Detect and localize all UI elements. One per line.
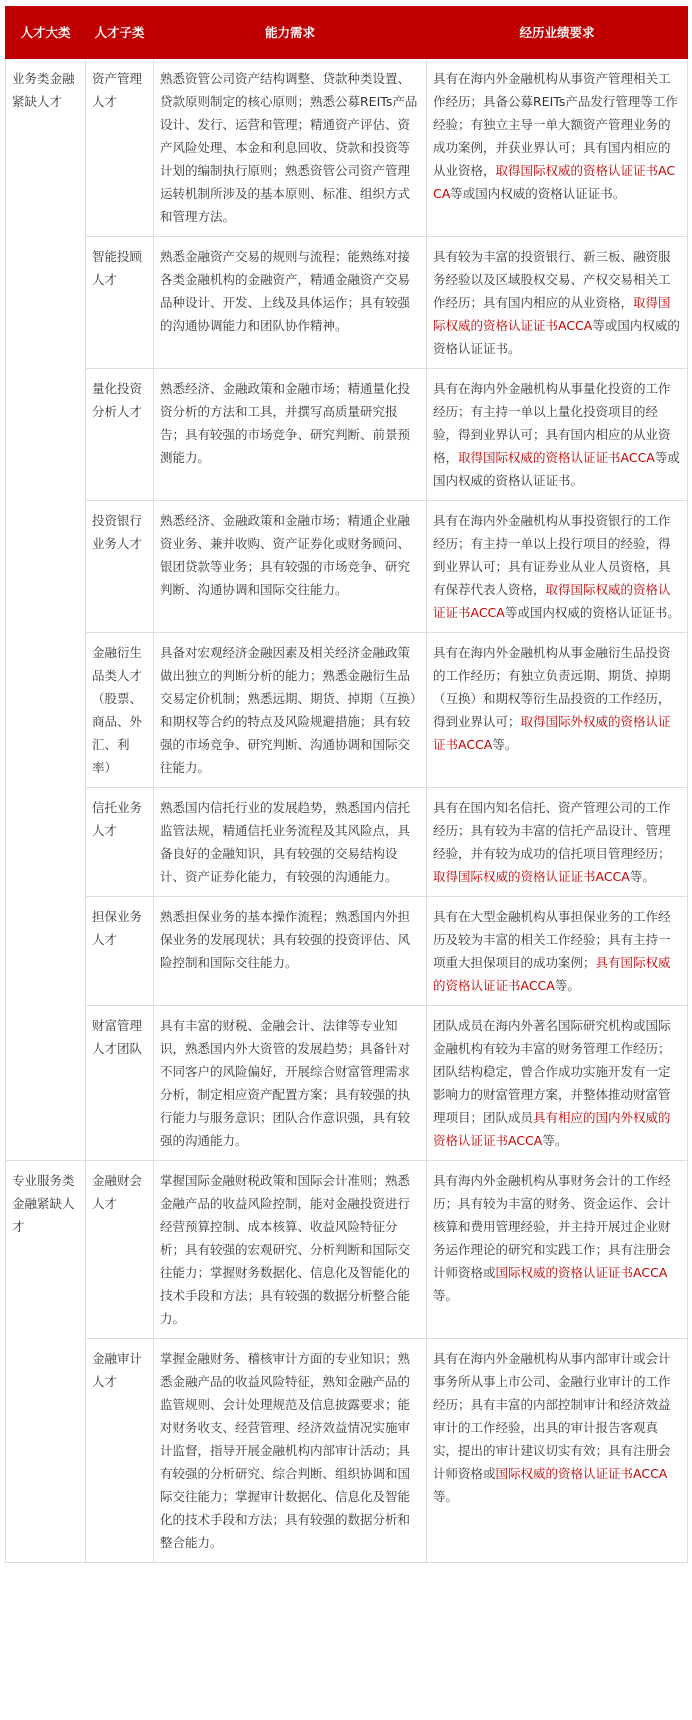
header-ability: 能力需求 bbox=[154, 7, 427, 59]
experience-cell bbox=[427, 1161, 688, 1339]
experience-cell bbox=[427, 897, 688, 1006]
experience-text-tail: 等。 bbox=[433, 1288, 459, 1303]
subcategory-cell: 量化投资分析人才 bbox=[86, 369, 154, 501]
table-body bbox=[6, 59, 688, 1563]
experience-text-tail: 等。 bbox=[554, 978, 580, 993]
experience-text: 团队成员在海内外著名国际研究机构或国际金融机构有较为丰富的财务管理工作经历；团队结构稳定，曾合作成功实施开发有一定影响力的财富管理方案，并整体推动财富管理项目；团队成员 bbox=[433, 1018, 671, 1125]
talent-requirements-table bbox=[5, 6, 688, 1563]
certification-highlight: 取得国际权威的资格认证证书ACCA bbox=[433, 295, 671, 333]
subcategory-cell: 财富管理人才团队 bbox=[86, 1006, 154, 1161]
subcategory-cell: 资产管理人才 bbox=[86, 59, 154, 237]
experience-text: 具有在海内外金融机构从事资产管理相关工作经历；具备公募REITs产品发行管理等工作经验；有独立主导一单大额资产管理业务的成功案例，并获业界认可；具有国内相应的从业资格， bbox=[433, 71, 678, 178]
table-header-row bbox=[6, 7, 688, 59]
experience-text-tail: 等或国内权威的资格认证证书。 bbox=[450, 186, 626, 201]
ability-cell: 熟悉担保业务的基本操作流程；熟悉国内外担保业务的发展现状；具有较强的投资评估、风险控制和国际交往能力。 bbox=[154, 897, 427, 1006]
experience-cell bbox=[427, 369, 688, 501]
ability-cell: 熟悉资管公司资产结构调整、贷款种类设置、贷款原则制定的核心原则；熟悉公募REITs产品设计、发行、运营和管理；精通资产评估、资产风险处理、本金和利息回收、贷款和投资等计划的编制执行原则；熟悉资管公司资产管理运转机制所涉及的基本原则、标准、组织方式和管理方法。 bbox=[154, 59, 427, 237]
table-row bbox=[6, 1339, 688, 1563]
subcategory-cell: 金融财会人才 bbox=[86, 1161, 154, 1339]
subcategory-cell: 担保业务人才 bbox=[86, 897, 154, 1006]
experience-cell bbox=[427, 1006, 688, 1161]
table-row bbox=[6, 788, 688, 897]
category-cell: 专业服务类金融紧缺人才 bbox=[6, 1161, 86, 1563]
certification-highlight: 国际权威的资格认证证书ACCA bbox=[495, 1466, 668, 1481]
ability-cell: 熟悉国内信托行业的发展趋势，熟悉国内信托监管法规，精通信托业务流程及其风险点，具备良好的金融知识，具有较强的交易结构设计、资产证券化能力，有较强的沟通能力。 bbox=[154, 788, 427, 897]
experience-text-tail: 等。 bbox=[492, 737, 518, 752]
header-subcategory: 人才子类 bbox=[86, 7, 154, 59]
experience-cell bbox=[427, 59, 688, 237]
experience-cell bbox=[427, 1339, 688, 1563]
certification-highlight: 取得国际外权威的资格认证证书ACCA bbox=[433, 714, 671, 752]
ability-cell: 具有丰富的财税、金融会计、法律等专业知识，熟悉国内外大资管的发展趋势；具备针对不同客户的风险偏好，开展综合财富管理需求分析，制定相应资产配置方案；具有较强的执行能力与服务意识；团队合作意识强，具有较强的沟通能力。 bbox=[154, 1006, 427, 1161]
experience-text-tail: 等。 bbox=[433, 1489, 459, 1504]
experience-cell bbox=[427, 788, 688, 897]
ability-cell: 具备对宏观经济金融因素及相关经济金融政策做出独立的判断分析的能力；熟悉金融衍生品交易定价机制；熟悉远期、期货、掉期（互换）和期权等合约的特点及风险规避措施；具有较强的市场竞争、研究判断、沟通协调和国际交往能力。 bbox=[154, 633, 427, 788]
certification-highlight: 取得国际权威的资格认证证书ACCA bbox=[433, 869, 630, 884]
table-row bbox=[6, 1006, 688, 1161]
experience-text-tail: 等或国内权威的资格认证证书。 bbox=[433, 450, 680, 488]
experience-text: 具有在海内外金融机构从事内部审计或会计事务所从事上市公司、金融行业审计的工作经历；具有丰富的内部控制审计和经济效益审计的工作经验，出具的审计报告客观真实，提出的审计建议切实有效；具有注册会计师资格或 bbox=[433, 1351, 671, 1481]
table-row bbox=[6, 1161, 688, 1339]
certification-highlight: 取得国际权威的资格认证证书ACCA bbox=[433, 582, 671, 620]
header-category: 人才大类 bbox=[6, 7, 86, 59]
certification-highlight: 取得国际权威的资格认证证书ACCA bbox=[433, 163, 676, 201]
experience-text-tail: 等或国内权威的资格认证证书。 bbox=[433, 318, 680, 356]
certification-highlight: 具有国际权威的资格认证证书ACCA bbox=[433, 955, 671, 993]
ability-cell: 掌握国际金融财税政策和国际会计准则；熟悉金融产品的收益风险控制，能对金融投资进行经营预算控制、成本核算、收益风险特征分析；具有较强的宏观研究、分析判断和国际交往能力；掌握财务数据化、信息化及智能化的技术手段和方法；具有较强的数据分析整合能力。 bbox=[154, 1161, 427, 1339]
subcategory-cell: 金融审计人才 bbox=[86, 1339, 154, 1563]
subcategory-cell: 智能投顾人才 bbox=[86, 237, 154, 369]
experience-text: 具有在海内外金融机构从事量化投资的工作经历；有主持一单以上量化投资项目的经验，得到业界认可；具有国内相应的从业资格， bbox=[433, 381, 671, 465]
ability-cell: 熟悉金融资产交易的规则与流程；能熟练对接各类金融机构的金融资产，精通金融资产交易品种设计、开发、上线及具体运作；具有较强的沟通协调能力和团队协作精神。 bbox=[154, 237, 427, 369]
ability-cell: 掌握金融财务、稽核审计方面的专业知识；熟悉金融产品的收益风险特征，熟知金融产品的监管规则、会计处理规范及信息披露要求；能对财务收支、经营管理、经济效益情况实施审计监督，指导开展金融机构内部审计活动；具有较强的分析研究、综合判断、组织协调和国际交往能力；掌握审计数据化、信息化及智能化的技术手段和方法；具有较强的数据分析和整合能力。 bbox=[154, 1339, 427, 1563]
table-row bbox=[6, 237, 688, 369]
experience-text: 具有在国内知名信托、资产管理公司的工作经历；具有较为丰富的信托产品设计、管理经验，并有较为成功的信托项目管理经历； bbox=[433, 800, 671, 861]
experience-cell bbox=[427, 633, 688, 788]
ability-cell: 熟悉经济、金融政策和金融市场；精通企业融资业务、兼并收购、资产证券化或财务顾问、银团贷款等业务；具有较强的市场竞争、研究判断、沟通协调和国际交往能力。 bbox=[154, 501, 427, 633]
experience-text: 具有在大型金融机构从事担保业务的工作经历及较为丰富的相关工作经验；具有主持一项重大担保项目的成功案例； bbox=[433, 909, 671, 970]
experience-text: 具有海内外金融机构从事财务会计的工作经历；具有较为丰富的财务、资金运作、会计核算和费用管理经验，并主持开展过企业财务运作理论的研究和实践工作；具有注册会计师资格或 bbox=[433, 1173, 671, 1280]
certification-highlight: 具有相应的国内外权威的资格认证证书ACCA bbox=[433, 1110, 671, 1148]
ability-cell: 熟悉经济、金融政策和金融市场；精通量化投资分析的方法和工具，并撰写高质量研究报告；具有较强的市场竞争、研究判断、前景预测能力。 bbox=[154, 369, 427, 501]
experience-cell bbox=[427, 501, 688, 633]
table-row bbox=[6, 897, 688, 1006]
experience-text-tail: 等或国内权威的资格认证证书。 bbox=[504, 605, 680, 620]
category-cell: 业务类金融紧缺人才 bbox=[6, 59, 86, 1161]
experience-text: 具有在海内外金融机构从事投资银行的工作经历；有主持一单以上投行项目的经验，得到业界认可；具有证券业从业人员资格，具有保荐代表人资格， bbox=[433, 513, 671, 597]
table-row bbox=[6, 59, 688, 237]
experience-cell bbox=[427, 237, 688, 369]
header-experience: 经历业绩要求 bbox=[427, 7, 688, 59]
table-row bbox=[6, 369, 688, 501]
subcategory-cell: 投资银行业务人才 bbox=[86, 501, 154, 633]
experience-text: 具有在海内外金融机构从事金融衍生品投资的工作经历；有独立负责远期、期货、掉期（互换）和期权等衍生品投资的工作经历，得到业界认可； bbox=[433, 645, 671, 729]
subcategory-cell: 金融衍生品类人才（股票、商品、外汇、利率） bbox=[86, 633, 154, 788]
subcategory-cell: 信托业务人才 bbox=[86, 788, 154, 897]
table-row bbox=[6, 501, 688, 633]
certification-highlight: 取得国际权威的资格认证证书ACCA bbox=[458, 450, 655, 465]
experience-text-tail: 等。 bbox=[629, 869, 655, 884]
certification-highlight: 国际权威的资格认证证书ACCA bbox=[495, 1265, 668, 1280]
experience-text: 具有较为丰富的投资银行、新三板、融资服务经验以及区域股权交易、产权交易相关工作经历；具有国内相应的从业资格， bbox=[433, 249, 671, 310]
experience-text-tail: 等。 bbox=[542, 1133, 568, 1148]
table-row bbox=[6, 633, 688, 788]
